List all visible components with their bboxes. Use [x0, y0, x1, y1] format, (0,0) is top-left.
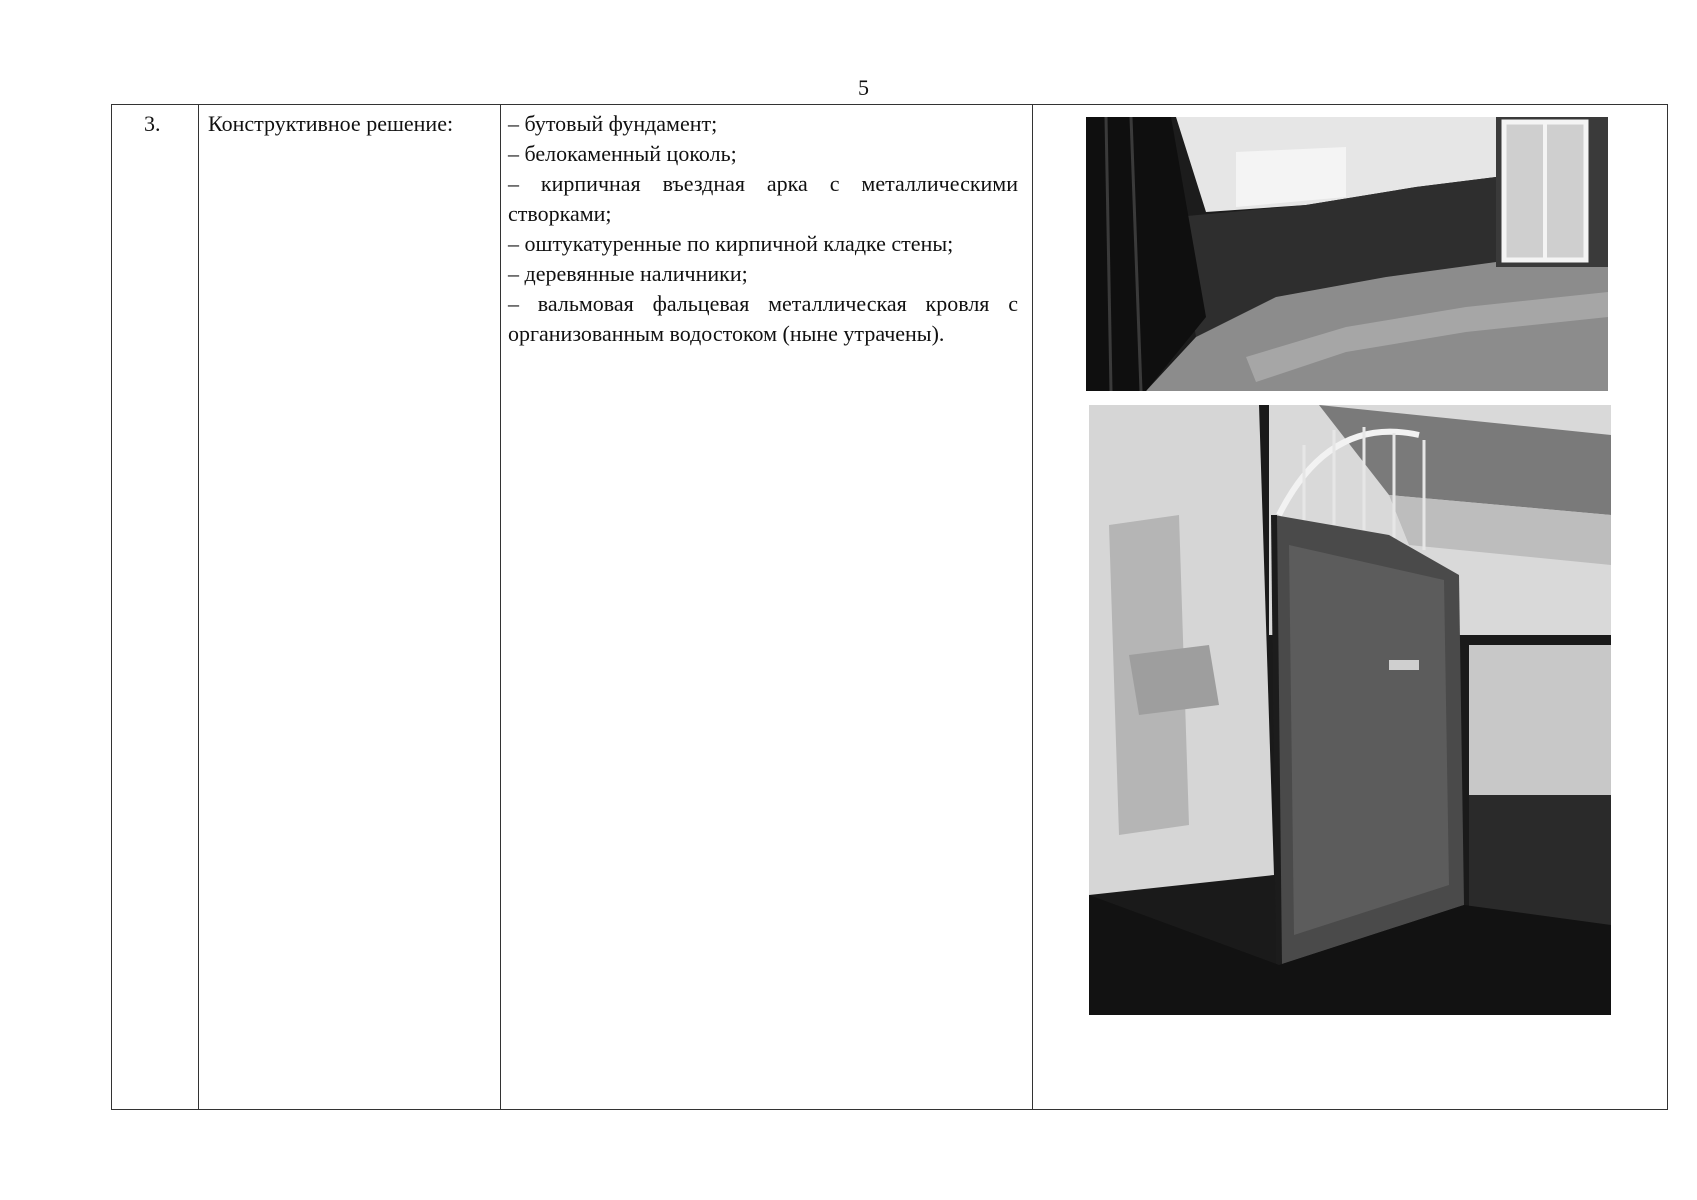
page-number: 5: [858, 75, 869, 100]
construction-description: [508, 109, 1018, 349]
description-line: – оштукатуренные по кирпичной кладке стены;: [508, 231, 954, 256]
construction-table: [111, 104, 1668, 1110]
building-plinth-photo: [1086, 117, 1608, 391]
metal-gate-photo: [1089, 405, 1611, 1015]
description-line: – бутовый фундамент;: [508, 111, 718, 136]
building-plinth-image: [1086, 117, 1608, 391]
description-line: створками;: [508, 201, 612, 226]
column-divider: [1032, 105, 1033, 1109]
metal-gate-image: [1089, 405, 1611, 1015]
column-divider: [500, 105, 501, 1109]
description-line: – кирпичная въездная арка с металлическими: [508, 171, 1018, 196]
column-divider: [198, 105, 199, 1109]
description-line: – деревянные наличники;: [508, 261, 748, 286]
description-line: – вальмовая фальцевая металлическая кровля с: [508, 291, 1018, 316]
description-line: организованным водостоком (ныне утрачены).: [508, 321, 945, 346]
description-line: – белокаменный цоколь;: [508, 141, 737, 166]
row-number: 3.: [144, 111, 161, 136]
row-label: Конструктивное решение:: [208, 111, 454, 136]
